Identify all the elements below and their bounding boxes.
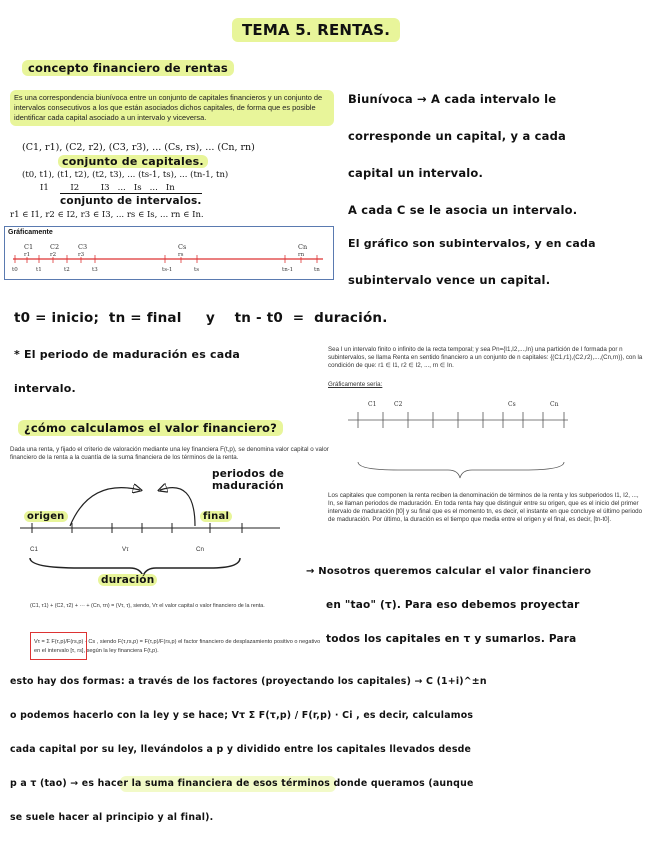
graph-cap-label: C2 — [50, 243, 60, 251]
sum-formula: (C1, τ1) + (C2, τ2) + ··· + (Cn, τn) = (Vτ, τ), siendo, Vτ el valor capital o valor financiero de la renta. — [30, 603, 265, 609]
bottom-line: se suele hacer al principio y al final). — [10, 812, 214, 823]
right-notes-2 — [306, 566, 654, 645]
value-text: Dada una renta, y fijado el criterio de valoración mediante una ley financiera F(t,p), se denomina valor capital o valor financiero de la renta a la cuantía de la suma financiera de los términos de la renta. — [10, 446, 329, 461]
intervals-label — [60, 193, 202, 207]
graph-cap-label: C1 — [24, 243, 34, 251]
graph-tick-label: r1 — [24, 252, 31, 258]
graph-tick-label: ts-1 — [162, 267, 173, 273]
membership-formula: r1 ∈ I1, r2 ∈ I2, r3 ∈ I3, ... rs ∈ Is, ... rn ∈ In. — [10, 210, 204, 220]
note-line: → Nosotros queremos calcular el valor financiero — [306, 566, 592, 577]
concept-heading — [22, 60, 234, 76]
graph-tick-label: tn-1 — [282, 267, 294, 273]
diagram-cap-1: C1 — [30, 546, 38, 553]
maturation-note — [14, 348, 240, 395]
concept-heading-text: concepto financiero de rentas — [28, 61, 228, 75]
diagram-periods-label: periodos de maduración — [212, 468, 285, 492]
right-text-1: Sea I un intervalo finito o infinito de la recta temporal; y sea Pn={I1,I2,...,In} una partición de I formada por n subintervalos, se llama Renta en sentido financiero a un conjunto de n capitales: {(C1,r1),(C2,r2),...,(Cn,rn)}, con la condición de que: r1 ∈ I1, r2 ∈ I2, ..., rn ∈ In. — [328, 346, 643, 369]
note-line: en "tao" (τ). Para eso debemos proyectar — [326, 599, 580, 611]
diagram-duration — [98, 574, 157, 586]
note-line: Biunívoca → A cada intervalo le — [348, 92, 557, 106]
duration-line: t0 = inicio; tn = final y tn - t0 = duración. — [14, 310, 388, 326]
graph-tick-label: r3 — [78, 252, 85, 258]
graph-tick-label: ts — [194, 267, 200, 273]
value-heading-text: ¿cómo calculamos el valor financiero? — [24, 421, 278, 435]
intervals-label-text: conjunto de intervalos. — [60, 195, 202, 207]
boxed-formula-text: Vτ = Σ F(τ,p)/F(rs,p) · Cs , siendo F(τ,rs,p) = F(τ,p)/F(rs,p) el factor financiero de desplazamiento positivo o negativo en el intervalo [τ, rs], según la ley financiera F(t,p). — [34, 639, 321, 654]
maturation-line: intervalo. — [14, 382, 76, 395]
graph-tick-label: rn — [298, 252, 305, 258]
diagram-final — [200, 511, 232, 522]
note-line: A cada C se le asocia un intervalo. — [348, 203, 578, 217]
bottom-line: p a τ (tao) → es hacer la suma financiera de esos términos donde queramos (aunque — [10, 778, 474, 789]
page-title-text: TEMA 5. RENTAS. — [242, 21, 391, 39]
right-graph-cap-label: Cn — [550, 401, 559, 408]
capitals-label-text: conjunto de capitales. — [62, 155, 204, 168]
graph-cap-label: C3 — [78, 243, 88, 251]
diagram-final-text: final — [203, 511, 230, 522]
right-graph-brace — [358, 462, 564, 478]
graph-tick-label: t1 — [36, 267, 42, 273]
intervals-symbols: I1 I2 I3 ... Is ... In — [40, 183, 175, 193]
right-text-2: Los capitales que componen la renta reciben la denominación de términos de la renta y los subperiodos I1, I2, ..., In, se llaman periodos de maduración. En toda renta hay que distinguir entre su origen, que es el inicio del primer intervalo de maduración [t0] y su final que es el momento tn, es decir, el instante en que concluye el último periodo de maduración. Por último, la duración es el tiempo que media entre el origen y el final, es decir, [tn-t0]. — [328, 492, 643, 523]
graph-box — [4, 226, 334, 280]
definition-text: Es una correspondencia biunívoca entre un conjunto de capitales financieros y un conjunto de intervalos consecutivos a los que están asociados dichos capitales, de forma que es posible identificar cada capital asociado a un intervalo y viceversa. — [14, 93, 323, 122]
right-graph-cap-label: Cs — [508, 401, 516, 408]
intervals-formula: (t0, t1), (t1, t2), (t2, t3), ... (ts-1, ts), ... (tn-1, tn) — [22, 170, 229, 180]
note-line: corresponde un capital, y a cada — [348, 129, 566, 143]
capitals-label — [58, 155, 208, 168]
value-heading — [18, 420, 283, 436]
graph-tick-label: r2 — [50, 252, 57, 258]
note-line: subintervalo vence un capital. — [348, 273, 551, 287]
diagram-origin-text: origen — [27, 511, 65, 522]
graph-tick-label: t0 — [12, 267, 18, 273]
graph-tick-label: tn — [314, 267, 320, 273]
diagram-origin — [24, 511, 68, 522]
graph-tick-label: t2 — [64, 267, 70, 273]
right-text-graph-label: Gráficamente sería: — [328, 381, 383, 388]
bottom-line: o podemos hacerlo con la ley y se hace; Vτ Σ F(τ,p) / F(r,p) · Ci , es decir, calculamos — [10, 710, 474, 721]
diagram-cap-n: Cn — [196, 546, 204, 553]
diagram-duration-text: duración — [101, 574, 155, 586]
graph-cap-label: Cs — [178, 243, 187, 251]
graph-tick-label: rs — [178, 252, 184, 258]
page-title — [232, 18, 400, 42]
right-notes — [348, 92, 648, 303]
right-graph-cap-label: C1 — [368, 401, 377, 408]
right-graph-cap-label: C2 — [394, 401, 403, 408]
diagram-arc-right — [160, 488, 195, 526]
note-line: El gráfico son subintervalos, y en cada — [348, 237, 596, 250]
definition-box — [10, 90, 334, 126]
note-line: capital un intervalo. — [348, 166, 484, 180]
note-line: todos los capitales en τ y sumarlos. Para — [326, 633, 577, 645]
bottom-notes — [10, 676, 652, 823]
diagram-cap-v: Vτ — [122, 546, 129, 553]
capitals-formula: (C1, r1), (C2, r2), (C3, r3), ... (Cs, rs), ... (Cn, rn) — [22, 142, 255, 153]
right-graph — [338, 392, 578, 482]
graph-svg — [5, 227, 333, 279]
graph-cap-label: Cn — [298, 243, 308, 251]
graph-label: Gráficamente — [8, 229, 53, 236]
maturation-line: * El periodo de maduración es cada — [14, 348, 241, 361]
bottom-line: cada capital por su ley, llevándolos a p y dividido entre los capitales llevados desde — [10, 744, 472, 755]
bottom-line: esto hay dos formas: a través de los factores (proyectando los capitales) → C (1+i)^±n — [10, 676, 487, 687]
graph-tick-label: t3 — [92, 267, 98, 273]
diagram-arc-left — [70, 488, 140, 526]
